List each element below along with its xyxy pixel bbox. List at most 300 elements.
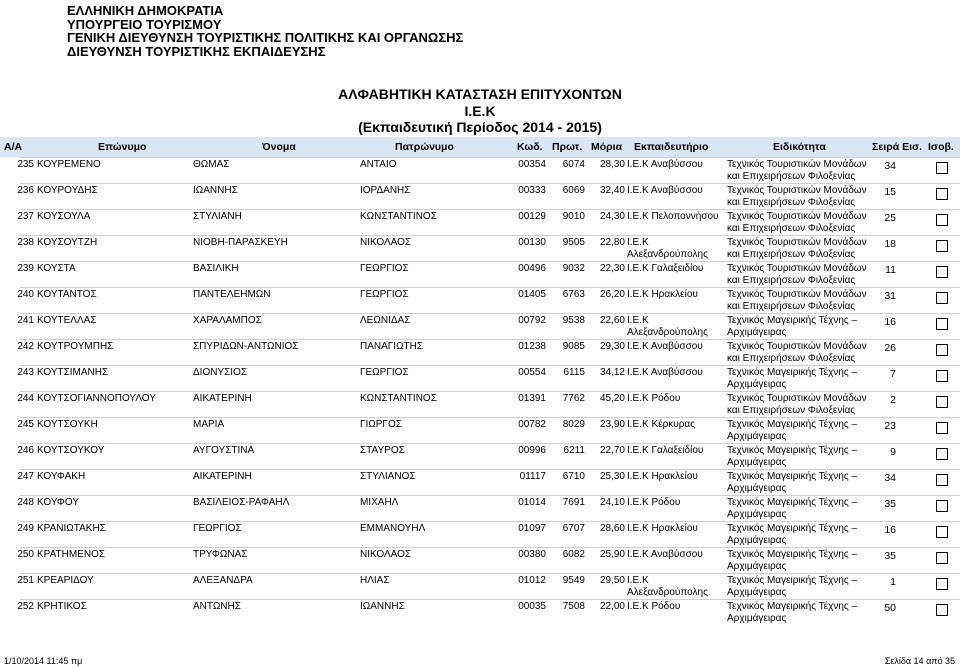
protocol-cell: 6707 (562, 523, 585, 534)
school-line-1: Ι.Ε.Κ Ρόδου (627, 601, 681, 612)
rank-cell: 18 (884, 238, 896, 250)
rank-cell: 31 (884, 290, 896, 302)
surname-cell: ΚΟΥΤΣΟΓΙΑΝΝΟΠΟΥΛΟΥ (37, 393, 156, 404)
points-cell: 24,10 (599, 497, 625, 508)
col-aa: Α/Α (4, 141, 23, 153)
specialty-line-2: και Επιχειρήσεων Φιλοξενίας (727, 301, 856, 312)
specialty-cell (727, 419, 857, 443)
specialty-line-1: Τεχνικός Μαγειρικής Τέχνης – (727, 445, 858, 456)
specialty-line-1: Τεχνικός Μαγειρικής Τέχνης – (727, 523, 858, 534)
first-name-cell: ΠΑΝΤΕΛΕΗΜΩΝ (193, 289, 271, 300)
equal-rank-checkbox[interactable] (936, 604, 948, 616)
first-name-cell: ΔΙΟΝΥΣΙΟΣ (193, 367, 248, 378)
school-line-2: Αλεξανδρούπολης (627, 327, 708, 338)
table-row (0, 313, 960, 339)
surname-cell: ΚΟΥΡΕΜΕΝΟ (37, 159, 101, 170)
specialty-line-2: και Επιχειρήσεων Φιλοξενίας (727, 275, 856, 286)
specialty-cell (727, 393, 867, 417)
protocol-cell: 6211 (563, 445, 585, 456)
surname-cell: ΚΟΥΤΣΙΜΑΝΗΣ (37, 367, 109, 378)
specialty-line-2: και Επιχειρήσεων Φιλοξενίας (727, 197, 856, 208)
points-cell: 25,90 (599, 549, 625, 560)
specialty-line-1: Τεχνικός Τουριστικών Μονάδων (727, 341, 867, 352)
title-line-3: (Εκπαιδευτική Περίοδος 2014 - 2015) (358, 119, 602, 135)
table-row (0, 443, 960, 469)
school-line-1: Ι.Ε.Κ (627, 237, 649, 248)
school-cell (627, 315, 708, 339)
specialty-line-2: και Επιχειρήσεων Φιλοξενίας (727, 353, 856, 364)
points-cell: 28,60 (599, 523, 625, 534)
specialty-line-1: Τεχνικός Μαγειρικής Τέχνης – (727, 549, 858, 560)
equal-rank-checkbox[interactable] (936, 552, 948, 564)
points-cell: 22,30 (599, 263, 625, 274)
protocol-cell: 8029 (562, 419, 585, 430)
row-number-cell: 238 (17, 237, 34, 248)
specialty-line-2: και Επιχειρήσεων Φιλοξενίας (727, 171, 856, 182)
code-cell: 00496 (518, 263, 546, 274)
father-name-cell: ΣΤΥΛΙΑΝΟΣ (360, 471, 416, 482)
surname-cell: ΚΟΥΤΕΛΛΑΣ (37, 315, 97, 326)
school-cell (627, 159, 703, 171)
specialty-cell (727, 159, 867, 183)
table-row (0, 183, 960, 209)
first-name-cell: ΓΕΩΡΓΙΟΣ (193, 523, 242, 534)
rank-cell: 11 (885, 264, 896, 276)
first-name-cell: ΣΤΥΛΙΑΝΗ (193, 211, 242, 222)
specialty-cell (727, 263, 867, 287)
equal-rank-checkbox[interactable] (936, 266, 948, 278)
rank-cell: 7 (890, 368, 896, 380)
specialty-line-1: Τεχνικός Μαγειρικής Τέχνης – (727, 497, 858, 508)
school-cell (627, 367, 703, 379)
table-row (0, 261, 960, 287)
rank-cell: 9 (890, 446, 896, 458)
first-name-cell: ΒΑΣΙΛΙΚΗ (193, 263, 239, 274)
code-cell: 00554 (518, 367, 546, 378)
protocol-cell: 9505 (562, 237, 585, 248)
father-name-cell: ΗΛΙΑΣ (360, 575, 390, 586)
specialty-cell (727, 497, 857, 521)
table-row (0, 573, 960, 599)
code-cell: 01117 (519, 471, 546, 482)
protocol-cell: 6074 (562, 159, 585, 170)
surname-cell: ΚΟΥΤΡΟΥΜΠΗΣ (37, 341, 114, 352)
row-separator (20, 521, 960, 522)
specialty-line-1: Τεχνικός Τουριστικών Μονάδων (727, 237, 867, 248)
row-separator (20, 183, 960, 184)
equal-rank-checkbox[interactable] (936, 162, 948, 174)
surname-cell: ΚΟΥΣΟΥΤΖΗ (37, 237, 98, 248)
col-isov: Ισοβ. (928, 141, 954, 153)
row-separator (20, 495, 960, 496)
document-title (0, 86, 960, 136)
father-name-cell: ΙΩΑΝΝΗΣ (360, 601, 405, 612)
equal-rank-checkbox[interactable] (936, 370, 948, 382)
points-cell: 45,20 (599, 393, 625, 404)
school-line-2: Αλεξανδρούπολης (627, 587, 708, 598)
school-cell (627, 549, 703, 561)
points-cell: 32,40 (599, 185, 625, 196)
specialty-line-2: Αρχιμάγειρας (727, 431, 787, 442)
specialty-cell (727, 289, 867, 313)
protocol-cell: 9538 (562, 315, 585, 326)
school-cell (627, 185, 703, 197)
col-moria: Μόρια (591, 141, 623, 153)
school-line-1: Ι.Ε.Κ Αναβύσσου (627, 159, 703, 170)
specialty-line-2: Αρχιμάγειρας (727, 327, 787, 338)
father-name-cell: ΙΟΡΔΑΝΗΣ (360, 185, 411, 196)
protocol-cell: 9085 (562, 341, 585, 352)
header-line: ΥΠΟΥΡΓΕΙΟ ΤΟΥΡΙΣΜΟΥ (67, 16, 222, 32)
code-cell: 00782 (518, 419, 546, 430)
row-separator (20, 235, 960, 236)
row-number-cell: 245 (17, 419, 34, 430)
equal-rank-checkbox[interactable] (936, 344, 948, 356)
school-cell (627, 263, 703, 275)
code-cell: 01391 (518, 393, 546, 404)
points-cell: 24,30 (599, 211, 625, 222)
specialty-cell (727, 471, 857, 495)
first-name-cell: ΘΩΜΑΣ (193, 159, 230, 170)
points-cell: 29,50 (599, 575, 625, 586)
school-line-1: Ι.Ε.Κ (627, 575, 649, 586)
table-row (0, 547, 960, 573)
points-cell: 22,70 (599, 445, 625, 456)
surname-cell: ΚΟΥΡΟΥΔΗΣ (37, 185, 98, 196)
title-line-2: Ι.Ε.Κ (464, 102, 496, 119)
row-separator (20, 157, 960, 158)
row-separator (20, 313, 960, 314)
table-row (0, 157, 960, 183)
table-row (0, 391, 960, 417)
specialty-line-1: Τεχνικός Μαγειρικής Τέχνης – (727, 575, 858, 586)
school-line-1: Ι.Ε.Κ Αναβύσσου (627, 341, 703, 352)
row-separator (20, 443, 960, 444)
points-cell: 29,30 (599, 341, 625, 352)
specialty-line-1: Τεχνικός Τουριστικών Μονάδων (727, 159, 867, 170)
school-cell (627, 419, 695, 431)
row-number-cell: 246 (17, 445, 34, 456)
father-name-cell: ΚΩΝΣΤΑΝΤΙΝΟΣ (360, 211, 437, 222)
rank-cell: 23 (884, 420, 896, 432)
specialty-cell (727, 445, 857, 469)
protocol-cell: 6763 (562, 289, 585, 300)
code-cell: 00333 (518, 185, 546, 196)
equal-rank-checkbox[interactable] (936, 474, 948, 486)
points-cell: 25,30 (599, 471, 625, 482)
school-cell (627, 497, 680, 509)
surname-cell: ΚΡΕΑΡΙΔΟΥ (37, 575, 94, 586)
specialty-line-2: και Επιχειρήσεων Φιλοξενίας (727, 223, 856, 234)
father-name-cell: ΓΕΩΡΓΙΟΣ (360, 289, 409, 300)
rank-cell: 2 (890, 394, 896, 406)
rank-cell: 1 (890, 576, 896, 588)
surname-cell: ΚΡΑΤΗΜΕΝΟΣ (37, 549, 106, 560)
title-line-1: ΑΛΦΑΒΗΤΙΚΗ ΚΑΤΑΣΤΑΣΗ ΕΠΙΤΥΧΟΝΤΩΝ (338, 86, 622, 102)
row-number-cell: 242 (17, 341, 34, 352)
surname-cell: ΚΟΥΣΤΑ (37, 263, 76, 274)
specialty-line-1: Τεχνικός Μαγειρικής Τέχνης – (727, 315, 858, 326)
equal-rank-checkbox[interactable] (936, 396, 948, 408)
specialty-cell (727, 367, 857, 391)
school-line-1: Ι.Ε.Κ Ρόδου (627, 497, 681, 508)
points-cell: 23,90 (599, 419, 625, 430)
header-line: ΔΙΕΥΘΥΝΣΗ ΤΟΥΡΙΣΤΙΚΗΣ ΕΚΠΑΙΔΕΥΣΗΣ (67, 43, 326, 59)
first-name-cell: ΑΙΚΑΤΕΡΙΝΗ (193, 393, 252, 404)
father-name-cell: ΝΙΚΟΛΑΟΣ (360, 549, 412, 560)
specialty-line-1: Τεχνικός Τουριστικών Μονάδων (727, 185, 867, 196)
first-name-cell: ΤΡΥΦΩΝΑΣ (193, 549, 248, 560)
rank-cell: 16 (884, 316, 896, 328)
school-line-1: Ι.Ε.Κ Ρόδου (627, 393, 681, 404)
row-separator (20, 209, 960, 210)
school-cell (627, 393, 680, 405)
col-eponymo: Επώνυμο (98, 141, 147, 153)
surname-cell: ΚΟΥΦΑΚΗ (37, 471, 86, 482)
protocol-cell: 6069 (562, 185, 585, 196)
table-row (0, 339, 960, 365)
protocol-cell: 9010 (562, 211, 585, 222)
code-cell: 00354 (518, 159, 546, 170)
equal-rank-checkbox[interactable] (936, 448, 948, 460)
school-cell (627, 445, 703, 457)
table-row (0, 599, 960, 625)
equal-rank-checkbox[interactable] (936, 240, 948, 252)
code-cell: 00996 (518, 445, 546, 456)
code-cell: 01012 (518, 575, 546, 586)
protocol-cell: 7762 (562, 393, 585, 404)
row-separator (20, 287, 960, 288)
row-number-cell: 250 (17, 549, 34, 560)
school-cell (627, 211, 718, 223)
father-name-cell: ΛΕΩΝΙΔΑΣ (360, 315, 411, 326)
points-cell: 22,80 (599, 237, 625, 248)
specialty-cell (727, 185, 867, 209)
school-cell (627, 575, 708, 599)
surname-cell: ΚΟΥΣΟΥΛΑ (37, 211, 91, 222)
col-seira: Σειρά Εισ. (872, 141, 923, 153)
specialty-line-2: Αρχιμάγειρας (727, 587, 787, 598)
specialty-cell (727, 575, 857, 599)
row-number-cell: 237 (17, 211, 34, 222)
equal-rank-checkbox[interactable] (936, 188, 948, 200)
row-number-cell: 252 (17, 601, 34, 612)
school-cell (627, 289, 698, 301)
code-cell: 00129 (518, 211, 546, 222)
code-cell: 00380 (518, 549, 546, 560)
father-name-cell: ΓΕΩΡΓΙΟΣ (360, 263, 409, 274)
table-row (0, 417, 960, 443)
table-row (0, 469, 960, 495)
specialty-line-2: Αρχιμάγειρας (727, 561, 787, 572)
protocol-cell: 9032 (562, 263, 585, 274)
school-line-1: Ι.Ε.Κ Αναβύσσου (627, 367, 703, 378)
first-name-cell: ΧΑΡΑΛΑΜΠΟΣ (193, 315, 262, 326)
row-separator (20, 599, 960, 600)
rank-cell: 16 (884, 524, 896, 536)
row-number-cell: 249 (17, 523, 34, 534)
row-separator (20, 547, 960, 548)
points-cell: 28,30 (599, 159, 625, 170)
specialty-cell (727, 341, 867, 365)
first-name-cell: ΝΙΟΒΗ-ΠΑΡΑΣΚΕΥΗ (193, 237, 288, 248)
surname-cell: ΚΡΗΤΙΚΟΣ (37, 601, 87, 612)
equal-rank-checkbox[interactable] (936, 578, 948, 590)
equal-rank-checkbox[interactable] (936, 318, 948, 330)
table-row (0, 521, 960, 547)
code-cell: 00130 (518, 237, 546, 248)
row-separator (20, 261, 960, 262)
specialty-line-1: Τεχνικός Τουριστικών Μονάδων (727, 289, 867, 300)
code-cell: 01238 (518, 341, 546, 352)
code-cell: 01014 (518, 497, 546, 508)
code-cell: 01097 (518, 523, 546, 534)
row-number-cell: 244 (17, 393, 34, 404)
protocol-cell: 6710 (562, 471, 585, 482)
row-number-cell: 247 (17, 471, 34, 482)
table-row (0, 495, 960, 521)
row-separator (20, 417, 960, 418)
specialty-line-2: Αρχιμάγειρας (727, 379, 787, 390)
table-header (0, 137, 960, 157)
specialty-cell (727, 601, 857, 625)
row-number-cell: 248 (17, 497, 34, 508)
code-cell: 00792 (518, 315, 546, 326)
protocol-cell: 7508 (562, 601, 585, 612)
specialty-line-1: Τεχνικός Μαγειρικής Τέχνης – (727, 367, 858, 378)
equal-rank-checkbox[interactable] (936, 526, 948, 538)
surname-cell: ΚΟΥΦΟΥ (37, 497, 80, 508)
father-name-cell: ΑΝΤΑΙΟ (360, 159, 397, 170)
father-name-cell: ΜΙΧΑΗΛ (360, 497, 399, 508)
rank-cell: 26 (884, 342, 896, 354)
row-separator (20, 391, 960, 392)
specialty-line-2: Αρχιμάγειρας (727, 457, 787, 468)
points-cell: 22,00 (599, 601, 625, 612)
rank-cell: 25 (884, 212, 896, 224)
ministry-header (67, 4, 687, 58)
school-line-1: Ι.Ε.Κ Ηρακλείου (627, 289, 698, 300)
father-name-cell: ΣΤΑΥΡΟΣ (360, 445, 405, 456)
specialty-line-1: Τεχνικός Μαγειρικής Τέχνης – (727, 471, 858, 482)
specialty-line-2: και Επιχειρήσεων Φιλοξενίας (727, 249, 856, 260)
specialty-line-1: Τεχνικός Τουριστικών Μονάδων (727, 263, 867, 274)
rank-cell: 15 (884, 186, 896, 198)
row-number-cell: 243 (17, 367, 34, 378)
header-line: ΕΛΛΗΝΙΚΗ ΔΗΜΟΚΡΑΤΙΑ (67, 3, 224, 18)
school-cell (627, 471, 698, 483)
specialty-cell (727, 523, 857, 547)
school-cell (627, 601, 680, 613)
points-cell: 26,20 (599, 289, 625, 300)
row-number-cell: 251 (17, 575, 34, 586)
school-cell (627, 237, 708, 261)
father-name-cell: ΠΑΝΑΓΙΩΤΗΣ (360, 341, 424, 352)
table-row (0, 365, 960, 391)
protocol-cell: 6082 (562, 549, 585, 560)
school-line-1: Ι.Ε.Κ Αναβύσσου (627, 549, 703, 560)
specialty-cell (727, 315, 857, 339)
school-cell (627, 523, 698, 535)
father-name-cell: ΝΙΚΟΛΑΟΣ (360, 237, 412, 248)
page-number: Σελίδα 14 από 35 (884, 656, 955, 666)
specialty-line-1: Τεχνικός Τουριστικών Μονάδων (727, 211, 867, 222)
specialty-line-2: Αρχιμάγειρας (727, 509, 787, 520)
row-number-cell: 235 (17, 159, 34, 170)
col-patronymo: Πατρώνυμο (395, 141, 454, 153)
header-line: ΓΕΝΙΚΗ ΔΙΕΥΘΥΝΣΗ ΤΟΥΡΙΣΤΙΚΗΣ ΠΟΛΙΤΙΚΗΣ ΚΑΙ ΟΡΓΑΝΩΣΗΣ (67, 30, 464, 45)
first-name-cell: ΑΥΓΟΥΣΤΙΝΑ (193, 445, 255, 456)
table-row (0, 209, 960, 235)
specialty-cell (727, 237, 867, 261)
equal-rank-checkbox[interactable] (936, 214, 948, 226)
surname-cell: ΚΡΑΝΙΩΤΑΚΗΣ (37, 523, 106, 534)
first-name-cell: ΣΠΥΡΙΔΩΝ-ΑΝΤΩΝΙΟΣ (193, 341, 299, 352)
school-cell (627, 341, 703, 353)
table-row (0, 235, 960, 261)
col-kodikos: Κωδ. (517, 141, 543, 153)
print-datetime: 1/10/2014 11:45 πμ (4, 656, 83, 666)
first-name-cell: ΜΑΡΙΑ (193, 419, 225, 430)
specialty-line-2: Αρχιμάγειρας (727, 483, 787, 494)
rank-cell: 34 (884, 472, 896, 484)
surname-cell: ΚΟΥΤΑΝΤΟΣ (37, 289, 97, 300)
code-cell: 00035 (518, 601, 546, 612)
equal-rank-checkbox[interactable] (936, 500, 948, 512)
row-number-cell: 241 (17, 315, 34, 326)
row-separator (20, 469, 960, 470)
school-line-1: Ι.Ε.Κ Πελοποννήσου (627, 211, 719, 222)
specialty-line-1: Τεχνικός Μαγειρικής Τέχνης – (727, 601, 858, 612)
equal-rank-checkbox[interactable] (936, 292, 948, 304)
row-number-cell: 236 (17, 185, 34, 196)
points-cell: 22,60 (599, 315, 625, 326)
rank-cell: 35 (884, 498, 896, 510)
code-cell: 01405 (518, 289, 546, 300)
col-onoma: Όνομα (262, 141, 296, 153)
points-cell: 34,12 (599, 367, 625, 378)
surname-cell: ΚΟΥΤΣΟΥΚΟΥ (37, 445, 105, 456)
father-name-cell: ΓΕΩΡΓΙΟΣ (360, 367, 409, 378)
specialty-line-2: και Επιχειρήσεων Φιλοξενίας (727, 405, 856, 416)
row-number-cell: 240 (17, 289, 34, 300)
col-protokollo: Πρωτ. (552, 141, 583, 153)
protocol-cell: 6115 (563, 367, 585, 378)
school-line-1: Ι.Ε.Κ Ηρακλείου (627, 471, 698, 482)
specialty-line-2: Αρχιμάγειρας (727, 613, 787, 624)
protocol-cell: 9549 (562, 575, 585, 586)
school-line-1: Ι.Ε.Κ Γαλαξειδίου (627, 445, 704, 456)
school-line-1: Ι.Ε.Κ (627, 315, 649, 326)
first-name-cell: ΑΛΕΞΑΝΔΡΑ (193, 575, 253, 586)
specialty-cell (727, 549, 857, 573)
specialty-line-1: Τεχνικός Μαγειρικής Τέχνης – (727, 419, 858, 430)
row-number-cell: 239 (17, 263, 34, 274)
first-name-cell: ΙΩΑΝΝΗΣ (193, 185, 238, 196)
rank-cell: 50 (884, 602, 896, 614)
row-separator (20, 365, 960, 366)
rank-cell: 35 (884, 550, 896, 562)
school-line-1: Ι.Ε.Κ Ηρακλείου (627, 523, 698, 534)
row-separator (20, 573, 960, 574)
specialty-cell (727, 211, 867, 235)
equal-rank-checkbox[interactable] (936, 422, 948, 434)
school-line-1: Ι.Ε.Κ Κέρκυρας (627, 419, 696, 430)
col-ekpaideutirio: Εκπαιδευτήριο (634, 141, 709, 153)
father-name-cell: ΚΩΝΣΤΑΝΤΙΝΟΣ (360, 393, 437, 404)
school-line-1: Ι.Ε.Κ Γαλαξειδίου (627, 263, 704, 274)
first-name-cell: ΑΙΚΑΤΕΡΙΝΗ (193, 471, 252, 482)
